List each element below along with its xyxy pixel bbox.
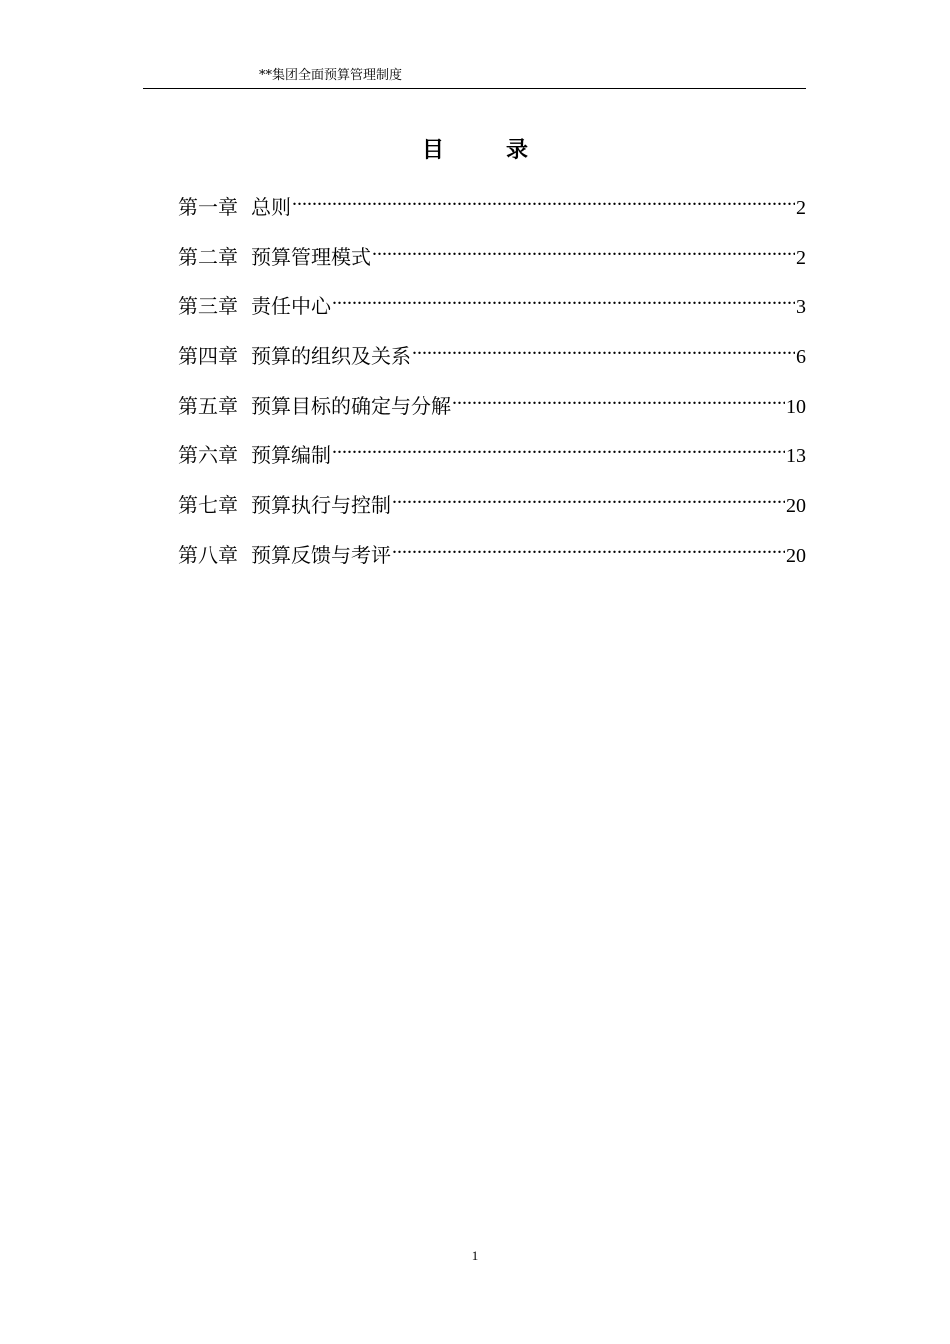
toc-entry[interactable]	[178, 482, 806, 532]
toc-page-number: 2	[796, 246, 806, 269]
toc-chapter-name: 预算反馈与考评	[251, 542, 391, 567]
toc-leader-dots	[332, 432, 785, 462]
toc-chapter-name: 预算执行与控制	[251, 493, 391, 518]
toc-leader-dots	[412, 333, 795, 363]
toc-title-left: 目	[421, 137, 444, 163]
toc-chapter-number: 第四章	[178, 344, 238, 369]
toc-entry[interactable]	[178, 283, 806, 333]
toc-leader-dots	[292, 184, 795, 214]
toc-title	[0, 135, 950, 165]
header-title: **集团全面预算管理制度	[259, 68, 403, 83]
toc-page-number: 20	[786, 495, 806, 518]
toc-chapter-number: 第八章	[178, 542, 238, 567]
page-header	[143, 66, 806, 89]
toc-leader-dots	[452, 383, 785, 413]
toc-page-number: 20	[786, 544, 806, 567]
toc-chapter-name: 责任中心	[251, 294, 331, 319]
toc-leader-dots	[332, 283, 795, 313]
toc-entry[interactable]	[178, 333, 806, 383]
toc-chapter-name: 预算的组织及关系	[251, 344, 411, 369]
page-number: 1	[471, 1248, 479, 1263]
toc-chapter-number: 第一章	[178, 195, 238, 219]
toc-chapter-number: 第三章	[178, 294, 238, 319]
toc-chapter-name: 预算目标的确定与分解	[251, 393, 451, 418]
toc-title-right: 录	[506, 137, 529, 163]
toc-chapter-number: 第五章	[178, 393, 238, 418]
toc-chapter-number: 第二章	[178, 244, 238, 269]
toc-entry[interactable]	[178, 383, 806, 433]
toc-chapter-name: 总则	[251, 195, 291, 219]
toc-entry[interactable]	[178, 234, 806, 284]
toc-leader-dots	[392, 532, 785, 562]
toc-leader-dots	[372, 234, 795, 264]
toc-chapter-number: 第七章	[178, 493, 238, 518]
toc-chapter-name: 预算编制	[251, 443, 331, 468]
toc-page-number: 2	[796, 197, 806, 219]
toc-page-number: 13	[786, 445, 806, 468]
toc-page-number: 6	[796, 346, 806, 369]
table-of-contents	[178, 184, 806, 582]
toc-chapter-name: 预算管理模式	[251, 244, 371, 269]
toc-page-number: 3	[796, 296, 806, 319]
toc-chapter-number: 第六章	[178, 443, 238, 468]
toc-leader-dots	[392, 482, 785, 512]
toc-entry[interactable]	[178, 432, 806, 482]
toc-entry[interactable]	[178, 532, 806, 582]
toc-page-number: 10	[786, 395, 806, 418]
toc-entry[interactable]	[178, 184, 806, 234]
